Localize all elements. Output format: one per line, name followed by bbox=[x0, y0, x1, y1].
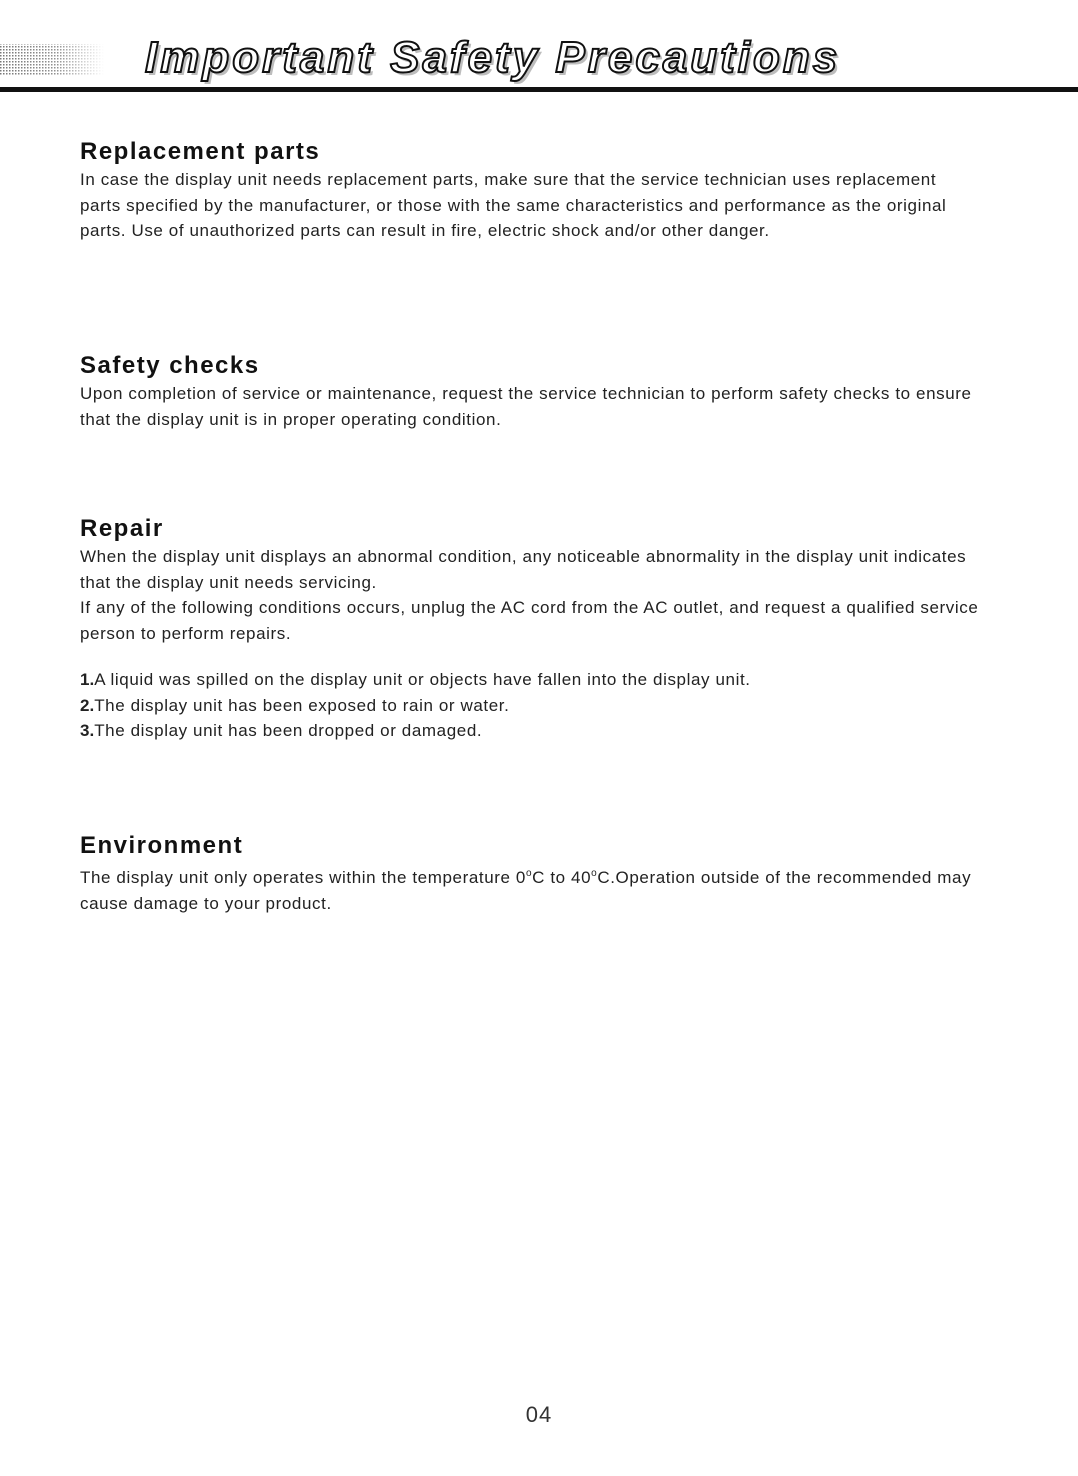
section-replacement-parts bbox=[80, 137, 980, 244]
section-heading: Replacement parts bbox=[80, 138, 321, 165]
section-safety-checks bbox=[80, 351, 980, 432]
list-item bbox=[80, 693, 980, 719]
list-item bbox=[80, 718, 980, 744]
section-body: Upon completion of service or maintenance, request the service technician to perform safety checks to ensure that the display unit is in proper operating condition. bbox=[80, 384, 972, 429]
list-item-number: 2. bbox=[80, 695, 95, 715]
section-body bbox=[80, 861, 980, 916]
repair-conditions-list bbox=[80, 667, 980, 744]
body-text-end: C.Operation outside of the recommended may cause damage to your product. bbox=[80, 868, 972, 913]
list-item-text: The display unit has been exposed to rain or water. bbox=[94, 695, 510, 715]
section-heading: Repair bbox=[80, 515, 164, 542]
list-item-text: A liquid was spilled on the display unit or objects have fallen into the display unit. bbox=[94, 669, 751, 689]
list-item-number: 3. bbox=[80, 721, 95, 741]
section-body-intro: When the display unit displays an abnormal condition, any noticeable abnormality in the display unit indicates that the display unit needs servicing. bbox=[80, 547, 967, 592]
section-heading: Safety checks bbox=[80, 352, 260, 379]
section-body-instructions: If any of the following conditions occurs, unplug the AC cord from the AC outlet, and request a qualified service person to perform repairs. bbox=[80, 598, 979, 644]
section-environment bbox=[80, 831, 980, 916]
degree-mark: o bbox=[591, 868, 598, 879]
header-divider bbox=[0, 87, 1078, 92]
section-heading: Environment bbox=[80, 832, 244, 859]
degree-mark: o bbox=[525, 868, 533, 879]
list-item-number: 1. bbox=[80, 669, 95, 689]
list-item-text: The display unit has been dropped or damaged. bbox=[94, 721, 483, 741]
decorative-stripes-icon bbox=[0, 40, 104, 80]
body-text-start: The display unit only operates within the temperature 0 bbox=[80, 868, 526, 887]
page-title: Important Safety Precautions bbox=[145, 33, 841, 82]
page-header bbox=[0, 0, 1078, 96]
section-body: In case the display unit needs replacement parts, make sure that the service technician uses replacement parts specified by the manufacturer, or those with the same characteristics and performance as the original parts. Use of unauthorized parts can result in fire, electric shock and/or other danger. bbox=[80, 170, 947, 241]
list-item bbox=[80, 667, 980, 693]
section-repair bbox=[80, 514, 980, 744]
body-text-middle: C to 40 bbox=[532, 868, 592, 887]
page-number: 04 bbox=[525, 1402, 553, 1427]
